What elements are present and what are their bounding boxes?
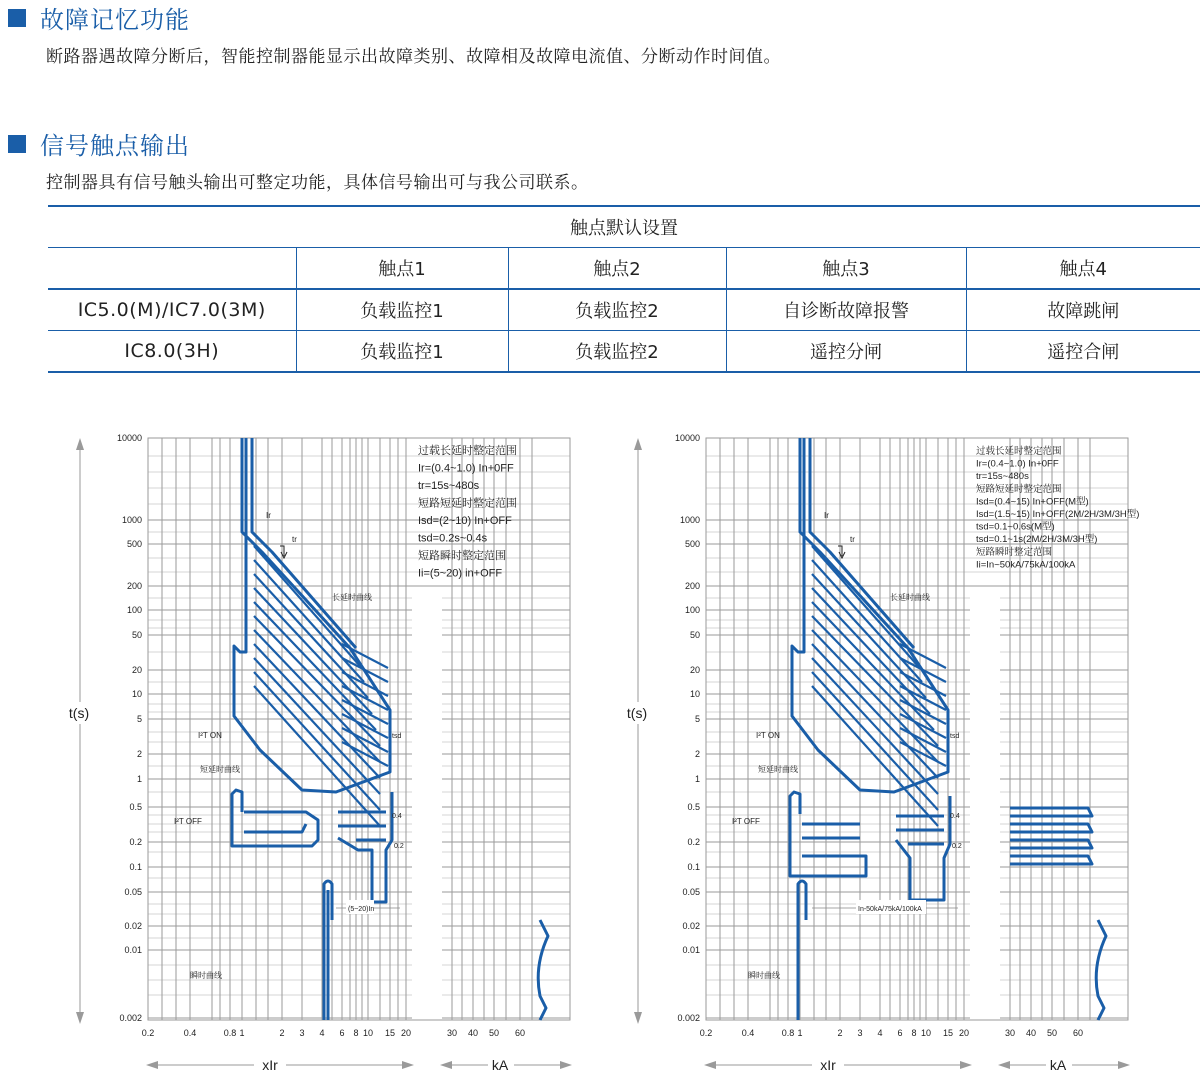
- x-tick-label: 50: [1046, 1028, 1058, 1038]
- note-line: Isd=(1.5~15) In+OFF(2M/2H/3M/3H型): [976, 509, 1140, 520]
- y-tick-label: 10: [689, 689, 700, 699]
- note-line: tr=15s~480s: [976, 471, 1029, 483]
- y-tick-label: 100: [126, 605, 142, 615]
- y-tick-label: 500: [126, 539, 142, 549]
- x-tick-label: 0.2: [141, 1028, 155, 1038]
- hatch-line: [254, 560, 364, 682]
- y-tick-label: 5: [136, 714, 142, 724]
- note-line: 短路短延时整定范围: [976, 483, 1062, 495]
- y-tick-label: 0.5: [129, 802, 142, 812]
- table-caption: 触点默认设置: [48, 206, 1200, 248]
- note-line: Isd=(2~10) In+OFF: [418, 515, 512, 527]
- hatch-line: [812, 686, 938, 826]
- y-axis-arrow-up: [76, 438, 84, 450]
- axis-gap: [970, 588, 1000, 1020]
- note-line: 过载长延时整定范围: [418, 445, 517, 457]
- table-header-contact1: 触点1: [296, 248, 508, 290]
- y-tick-label: 0.05: [124, 887, 142, 897]
- x-tick-label: 50: [488, 1028, 500, 1038]
- table-cell: 负载监控2: [508, 331, 726, 373]
- y-tick-label: 5: [694, 714, 700, 724]
- x-tick-label: 60: [1072, 1028, 1084, 1038]
- note-line: tr=15s~480s: [418, 480, 480, 492]
- label-long-delay: 长延时曲线: [890, 593, 930, 602]
- y-tick-label: 0.5: [687, 802, 700, 812]
- x-axis-arrow-left: [146, 1061, 158, 1069]
- y-tick-label: 0.2: [129, 837, 142, 847]
- note-line: tsd=0.1~0.6s(M型): [976, 521, 1055, 533]
- table-row: [48, 331, 1200, 373]
- table-header-contact3: 触点3: [726, 248, 966, 290]
- row-model: IC8.0(3H): [48, 331, 296, 373]
- label-i2t-off: I²T OFF: [174, 817, 202, 826]
- ka-axis-arrow-right: [1118, 1061, 1130, 1069]
- x-tick-label: 30: [1004, 1028, 1016, 1038]
- x-tick-label: 30: [446, 1028, 458, 1038]
- label-long-delay: 长延时曲线: [332, 593, 372, 602]
- y-tick-label: 100: [684, 605, 700, 615]
- x-tick-label: 15: [942, 1028, 954, 1038]
- y-tick-label: 0.02: [124, 921, 142, 931]
- x-tick-label: 10: [362, 1028, 374, 1038]
- y-tick-label: 1: [136, 774, 142, 784]
- ka-axis-arrow-left: [998, 1061, 1010, 1069]
- x-axis-label: xIr: [262, 1057, 278, 1070]
- signal-title: 信号触点输出: [40, 132, 190, 160]
- y-axis-arrow-down: [76, 1012, 84, 1024]
- x-tick-label: 0.4: [183, 1028, 197, 1038]
- trip-curve-chart-left: [40, 420, 580, 1070]
- note-line: Ii=In~50kA/75kA/100kA: [976, 559, 1076, 571]
- x-tick-label: 10: [920, 1028, 932, 1038]
- y-tick-label: 0.002: [677, 1013, 700, 1023]
- y-tick-label: 0.01: [124, 945, 142, 955]
- y-tick-label: 20: [689, 665, 700, 675]
- y-tick-label: 2: [694, 749, 700, 759]
- section-title-memory: [8, 0, 190, 35]
- x-tick-label: 20: [400, 1028, 412, 1038]
- y-tick-label: 0.1: [687, 862, 700, 872]
- y-tick-label: 200: [684, 581, 700, 591]
- y-tick-label: 0.2: [687, 837, 700, 847]
- x-tick-label: 20: [958, 1028, 970, 1038]
- x-tick-label: 6: [897, 1028, 903, 1038]
- note-line: 短路瞬时整定范围: [418, 550, 506, 562]
- section-title-signal: [8, 126, 190, 161]
- ka-axis-label: kA: [491, 1057, 509, 1070]
- long-delay-outer-curve: [234, 438, 390, 792]
- y-tick-label: 10000: [674, 433, 700, 443]
- label-i2t-on: I²T ON: [198, 731, 222, 740]
- y-tick-label: 20: [131, 665, 142, 675]
- label-0-4: 0.4: [392, 813, 402, 820]
- memory-description: 断路器遇故障分断后，智能控制器能显示出故障类别、故障相及故障电流值、分断动作时间值。: [46, 47, 781, 67]
- x-tick-label: 6: [339, 1028, 345, 1038]
- table-header-contact2: 触点2: [508, 248, 726, 290]
- table-cell: 遥控合闸: [966, 331, 1200, 373]
- note-line: 短路瞬时整定范围: [976, 546, 1053, 558]
- x-axis-label: xIr: [820, 1057, 836, 1070]
- plot-frame: [706, 438, 1128, 1020]
- label-tsd: tsd: [950, 733, 960, 740]
- table-cell: 负载监控1: [296, 289, 508, 331]
- y-tick-label: 10000: [116, 433, 142, 443]
- x-axis-arrow-right: [402, 1061, 414, 1069]
- x-axis-arrow-left: [704, 1061, 716, 1069]
- label-instant: 瞬时曲线: [748, 971, 780, 980]
- x-tick-label: 15: [384, 1028, 396, 1038]
- table-row: [48, 289, 1200, 331]
- note-line: Isd=(0.4~15) In+OFF(M型): [976, 496, 1089, 508]
- ka-band-line: [1010, 808, 1092, 816]
- y-tick-label: 1000: [679, 515, 700, 525]
- range-label: (5~20)In: [348, 906, 375, 913]
- square-bullet-icon: [8, 135, 26, 153]
- short-delay-step-curve: [790, 792, 866, 876]
- y-tick-label: 2: [136, 749, 142, 759]
- tr-arrow-icon: [280, 546, 287, 558]
- x-tick-label: 3: [299, 1028, 305, 1038]
- y-tick-label: 50: [689, 630, 700, 640]
- table-cell: 遥控分闸: [726, 331, 966, 373]
- note-line: Ir=(0.4~1.0) In+0FF: [418, 462, 514, 475]
- x-tick-label: 2: [279, 1028, 285, 1038]
- ka-band-line: [1010, 824, 1092, 832]
- x-tick-label: 4: [319, 1028, 325, 1038]
- label-i2t-off: I²T OFF: [732, 817, 760, 826]
- x-tick-label: 40: [467, 1028, 479, 1038]
- label-i2t-on: I²T ON: [756, 731, 780, 740]
- row-model: IC5.0(M)/IC7.0(3M): [48, 289, 296, 331]
- x-tick-label: 4: [877, 1028, 883, 1038]
- label-tr: tr: [850, 535, 855, 544]
- x-tick-label: 0.8: [223, 1028, 237, 1038]
- label-short-delay: 短延时曲线: [200, 765, 240, 774]
- x-tick-label: 40: [1025, 1028, 1037, 1038]
- label-tsd: tsd: [392, 733, 402, 740]
- table-cell: 负载监控1: [296, 331, 508, 373]
- label-0-2: 0.2: [952, 843, 962, 850]
- table-header-empty: [48, 248, 296, 290]
- note-line: 过载长延时整定范围: [976, 446, 1062, 457]
- x-tick-label: 60: [514, 1028, 526, 1038]
- y-axis-arrow-up: [634, 438, 642, 450]
- label-tr: tr: [292, 535, 297, 544]
- note-line: tsd=0.1~1s(2M/2H/3M/3H型): [976, 534, 1098, 546]
- ka-axis-label: kA: [1049, 1057, 1067, 1070]
- y-tick-label: 1: [694, 774, 700, 784]
- ka-instant-curve: [1096, 920, 1106, 1020]
- x-tick-label: 8: [911, 1028, 917, 1038]
- x-tick-label: 3: [857, 1028, 863, 1038]
- table-cell: 自诊断故障报警: [726, 289, 966, 331]
- signal-description: 控制器具有信号触头输出可整定功能，具体信号输出可与我公司联系。: [46, 173, 589, 193]
- table-header-contact4: 触点4: [966, 248, 1200, 290]
- short-delay-right-curve: [896, 796, 950, 900]
- trip-curve-chart-right: [598, 420, 1138, 1070]
- hatch-line: [900, 672, 946, 696]
- note-line: Ir=(0.4~1.0) In+0FF: [976, 458, 1059, 470]
- table-cell: 负载监控2: [508, 289, 726, 331]
- y-tick-label: 0.1: [129, 862, 142, 872]
- x-tick-label: 2: [837, 1028, 843, 1038]
- y-tick-label: 500: [684, 539, 700, 549]
- note-line: 短路短延时整定范围: [418, 497, 517, 510]
- label-0-2: 0.2: [394, 843, 404, 850]
- x-tick-label: 0.8: [781, 1028, 795, 1038]
- memory-title: 故障记忆功能: [40, 6, 190, 34]
- label-short-delay: 短延时曲线: [758, 765, 798, 774]
- ka-band-line: [1010, 856, 1092, 864]
- hatch-line: [254, 686, 380, 826]
- label-instant: 瞬时曲线: [190, 971, 222, 980]
- y-tick-label: 0.01: [682, 945, 700, 955]
- short-delay-step-inner: [244, 824, 306, 832]
- y-tick-label: 0.05: [682, 887, 700, 897]
- tr-arrow-icon: [838, 546, 845, 558]
- ka-axis-arrow-left: [440, 1061, 452, 1069]
- x-tick-label: 1: [797, 1028, 803, 1038]
- y-tick-label: 0.002: [119, 1013, 142, 1023]
- y-axis-arrow-down: [634, 1012, 642, 1024]
- axis-gap: [412, 588, 442, 1020]
- label-0-4: 0.4: [950, 813, 960, 820]
- y-axis-label: t(s): [626, 705, 648, 721]
- x-tick-label: 8: [353, 1028, 359, 1038]
- long-delay-outer-curve: [792, 438, 948, 792]
- note-line: Ii=(5~20) in+OFF: [418, 567, 503, 580]
- y-axis-label: t(s): [68, 705, 90, 721]
- x-tick-label: 0.4: [741, 1028, 755, 1038]
- y-tick-label: 0.02: [682, 921, 700, 931]
- y-tick-label: 10: [131, 689, 142, 699]
- square-bullet-icon: [8, 9, 26, 27]
- hatch-line: [812, 560, 922, 682]
- ka-instant-curve: [538, 920, 548, 1020]
- x-tick-label: 0.2: [699, 1028, 713, 1038]
- short-delay-step-curve: [232, 790, 318, 846]
- y-tick-label: 50: [131, 630, 142, 640]
- contact-default-table: [48, 205, 1200, 373]
- label-ir: Ir: [824, 511, 829, 520]
- x-axis-arrow-right: [960, 1061, 972, 1069]
- range-label: In-50kA/75kA/100kA: [858, 906, 922, 913]
- table-cell: 故障跳闸: [966, 289, 1200, 331]
- label-ir: Ir: [266, 511, 271, 520]
- y-tick-label: 1000: [121, 515, 142, 525]
- ka-axis-arrow-right: [560, 1061, 572, 1069]
- x-tick-label: 1: [239, 1028, 245, 1038]
- note-line: tsd=0.2s~0.4s: [418, 532, 488, 545]
- ka-band-line: [1010, 840, 1092, 848]
- hatch-line: [342, 672, 388, 696]
- y-tick-label: 200: [126, 581, 142, 591]
